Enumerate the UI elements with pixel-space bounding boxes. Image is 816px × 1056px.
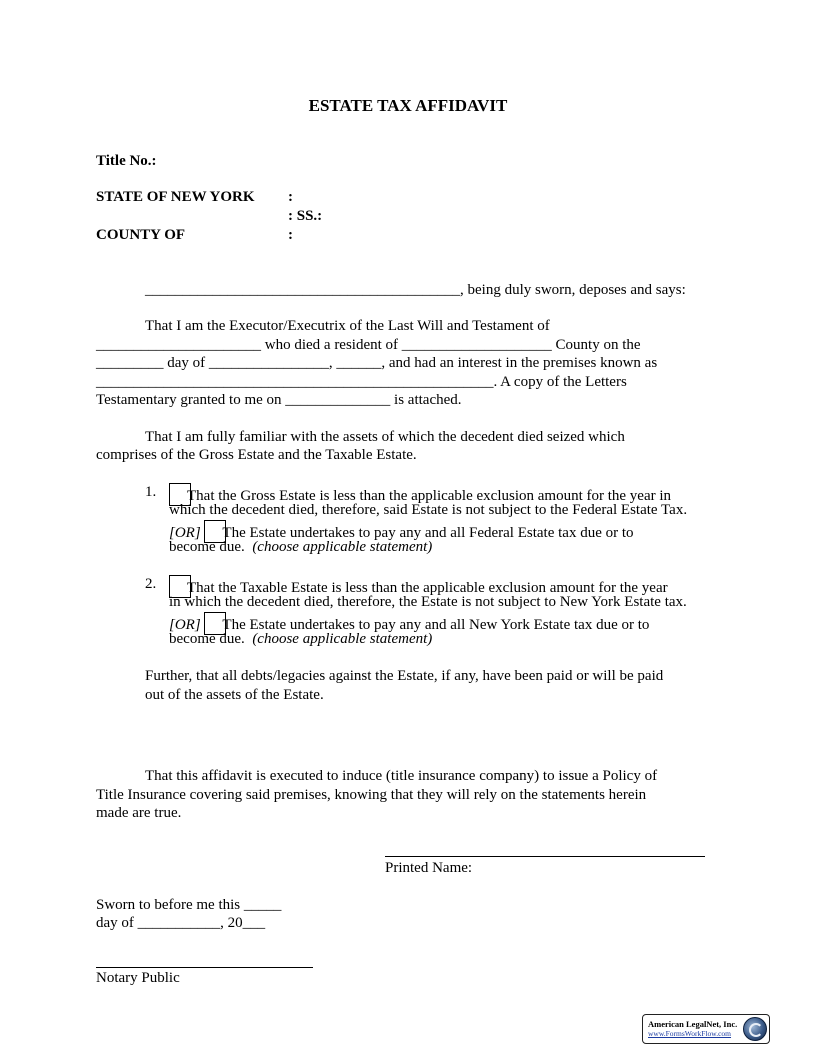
- document-title: ESTATE TAX AFFIDAVIT: [308, 96, 508, 115]
- logo-company: American LegalNet, Inc.: [648, 1019, 738, 1029]
- item1-line3-text: The Estate undertakes to pay any and all Federal Estate tax due or to: [222, 525, 634, 541]
- item2-choose-note: (choose applicable statement): [252, 631, 433, 647]
- state-label: STATE OF NEW YORK: [96, 189, 255, 205]
- familiar-para-line: comprises of the Gross Estate and the Taxable Estate.: [96, 447, 417, 463]
- item2-line1-text: That the Taxable Estate is less than the applicable exclusion amount for the year: [187, 580, 668, 596]
- item1-line2: which the decedent died, therefore, said Estate is not subject to the Federal Estate Tax.: [169, 502, 688, 518]
- american-legalnet-logo[interactable]: [642, 1014, 770, 1044]
- item1-line1-text: That the Gross Estate is less than the applicable exclusion amount for the year in: [187, 488, 672, 504]
- item2-line4-text: become due.: [169, 631, 253, 647]
- familiar-para-line: That I am fully familiar with the assets of which the decedent died seized which: [145, 429, 625, 445]
- item1-line4-text: become due.: [169, 539, 253, 555]
- item1-or-label: [OR]: [169, 525, 201, 541]
- item1-number: 1.: [145, 484, 157, 500]
- debts-para-line: Further, that all debts/legacies against the Estate, if any, have been paid or will be paid: [145, 668, 664, 684]
- item2-or-label: [OR]: [169, 617, 201, 633]
- ss-label: : SS.:: [288, 208, 323, 224]
- item2-line3-text: The Estate undertakes to pay any and all New York Estate tax due or to: [222, 617, 650, 633]
- induce-para-line: Title Insurance covering said premises, knowing that they will rely on the statements herein: [96, 787, 647, 803]
- executor-para-line: _________ day of ________________, ______, and had an interest in the premises known as: [96, 355, 658, 371]
- item2-line2: in which the decedent died, therefore, the Estate is not subject to New York Estate tax.: [169, 594, 687, 610]
- sworn-day-line: day of ___________, 20___: [96, 915, 266, 931]
- executor-para-line: ______________________ who died a resident of ____________________ County on the: [96, 337, 641, 353]
- sworn-line: Sworn to before me this _____: [96, 897, 282, 913]
- debts-para-line: out of the assets of the Estate.: [145, 687, 324, 703]
- induce-para-line: That this affidavit is executed to induce (title insurance company) to issue a Policy of: [145, 768, 658, 784]
- item1-choose-note: (choose applicable statement): [252, 539, 433, 555]
- state-colon: :: [288, 189, 293, 205]
- signature-line[interactable]: [385, 856, 705, 857]
- deponent-line: __________________________________________, being duly sworn, deposes and says:: [145, 282, 686, 298]
- executor-para-line: _____________________________________________________. A copy of the Letters: [96, 374, 627, 390]
- printed-name-label: Printed Name:: [385, 860, 473, 876]
- item2-number: 2.: [145, 576, 157, 592]
- notary-public-label: Notary Public: [96, 970, 180, 986]
- logo-url[interactable]: www.FormsWorkFlow.com: [648, 1029, 732, 1038]
- notary-signature-line[interactable]: [96, 967, 313, 968]
- induce-para-line: made are true.: [96, 805, 182, 821]
- title-no-label: Title No.:: [96, 153, 157, 169]
- globe-icon: [743, 1017, 767, 1041]
- county-colon: :: [288, 227, 293, 243]
- executor-para-line: Testamentary granted to me on ______________ is attached.: [96, 392, 462, 408]
- executor-para-line: That I am the Executor/Executrix of the Last Will and Testament of: [145, 318, 550, 334]
- county-label: COUNTY OF: [96, 227, 186, 243]
- item2-line4: [169, 630, 432, 649]
- item1-line4: [169, 538, 432, 557]
